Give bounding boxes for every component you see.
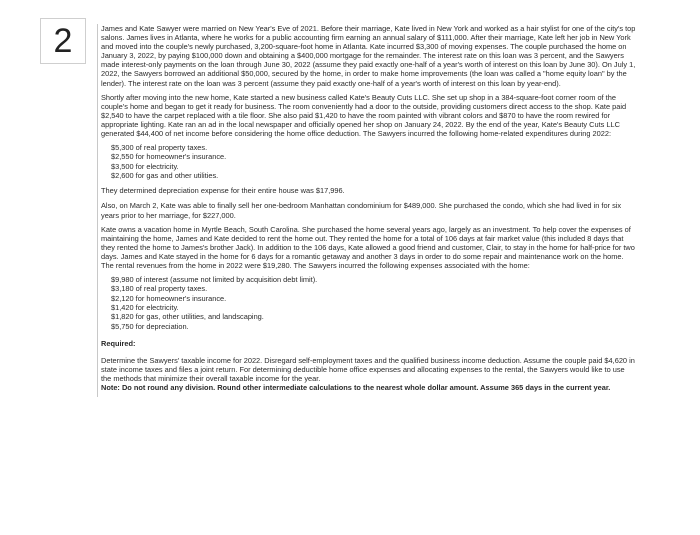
paragraph-vacation-home: Kate owns a vacation home in Myrtle Beach, South Carolina. She purchased the home several years ago, largely as an investment. To help cover the expenses of maintaining the home, James and Kate decided to rent the home out. They rented the home for a total of 106 days at fair market value (this included 8 days that they rented the home to James's brother Jack). In addition to the 106 days, Kate allowed a good friend and customer, Clair, to stay in the home for half-price for two days. James and Kate stayed in the home for 6 days for a romantic getaway and another 3 days in order to do some repair and maintenance work on the home. The rental revenues from the home in 2022 were $19,280. The Sawyers incurred the following expenses associated with the home: xyxy=(101,224,635,270)
list-item: $2,600 for gas and other utilities. xyxy=(111,171,219,181)
list-item: $9,980 of interest (assume not limited by acquisition debt limit). xyxy=(111,275,318,285)
paragraph-background: James and Kate Sawyer were married on New Year's Eve of 2021. Before their marriage, Kate lived in New York and worked as a hair stylist for one of the city's top salons. James lives in Atlanta, where he works for a public accounting firm earning an annual salary of $111,000. After their marriage, Kate left her job in New York and moved into the couple's newly purchased, 3,200-square-foot home in Atlanta. Kate incurred $3,300 of moving expenses. The couple purchased the home on January 3, 2022, by paying $100,000 down and obtaining a $400,000 mortgage for the remainder. The interest rate on this loan was 3 percent, and the Sawyers made interest-only payments on the loan through June 30, 2022 (assume they paid exactly one-half of a year's worth of interest on this loan by June 30). On July 1, 2022, the Sawyers borrowed an additional $50,000, secured by the home, in order to make home improvements (the loan was called a "home equity loan" by the lender). The interest rate on the loan was 3 percent (assume they paid exactly one-half of a year's worth of interest on this loan by year-end). xyxy=(101,24,636,88)
list-item: $1,820 for gas, other utilities, and landscaping. xyxy=(111,312,264,322)
required-note: Note: Do not round any division. Round other intermediate calculations to the nearest whole dollar amount. Assume 365 days in the current year. xyxy=(101,383,611,393)
list-item: $1,420 for electricity. xyxy=(111,302,179,312)
paragraph-business: Shortly after moving into the new home, Kate started a new business called Kate's Beauty Cuts LLC. She set up shop in a 384-square-foot corner room of the couple's home and began to get it ready for business. The room conveniently had a door to the outside, providing customers direct access to the shop. Kate paid $2,540 to have the carpet replaced with a tile floor. She also paid $1,420 to have the room painted with vibrant colors and $870 to have the room rewired for appropriate lighting. Kate ran an ad in the local newspaper and officially opened her shop on January 24, 2022. By the end of the year, Kate's Beauty Cuts LLC generated $44,400 of net income before considering the home office deduction. The Sawyers incurred the following home-related expenditures during 2022: xyxy=(101,92,627,139)
vacation-expense-list xyxy=(111,275,636,331)
problem-text xyxy=(97,24,636,397)
list-item: $5,300 of real property taxes. xyxy=(111,143,208,153)
home-expense-list xyxy=(111,143,636,180)
paragraph-condo-sale: Also, on March 2, Kate was able to finally sell her one-bedroom Manhattan condominium for $489,000. She purchased the condo, which she had lived in for six years prior to her marriage, for $227,000. xyxy=(101,201,622,220)
list-item: $5,750 for depreciation. xyxy=(111,321,189,331)
paragraph-depreciation: They determined depreciation expense for their entire house was $17,996. xyxy=(101,186,345,196)
list-item: $2,120 for homeowner's insurance. xyxy=(111,293,227,303)
required-heading: Required: xyxy=(101,338,136,348)
list-item: $3,180 of real property taxes. xyxy=(111,284,208,294)
list-item: $3,500 for electricity. xyxy=(111,161,179,171)
required-text: Determine the Sawyers' taxable income for 2022. Disregard self-employment taxes and the qualified business income deduction. Assume the couple paid $4,620 in state income taxes and files a joint return. For determining deductible home office expenses and allocating expenses to the rental, the Sawyers would like to use the methods that minimize their overall taxable income for the year. xyxy=(101,355,635,384)
problem-number: 2 xyxy=(40,18,86,64)
list-item: $2,550 for homeowner's insurance. xyxy=(111,152,227,162)
